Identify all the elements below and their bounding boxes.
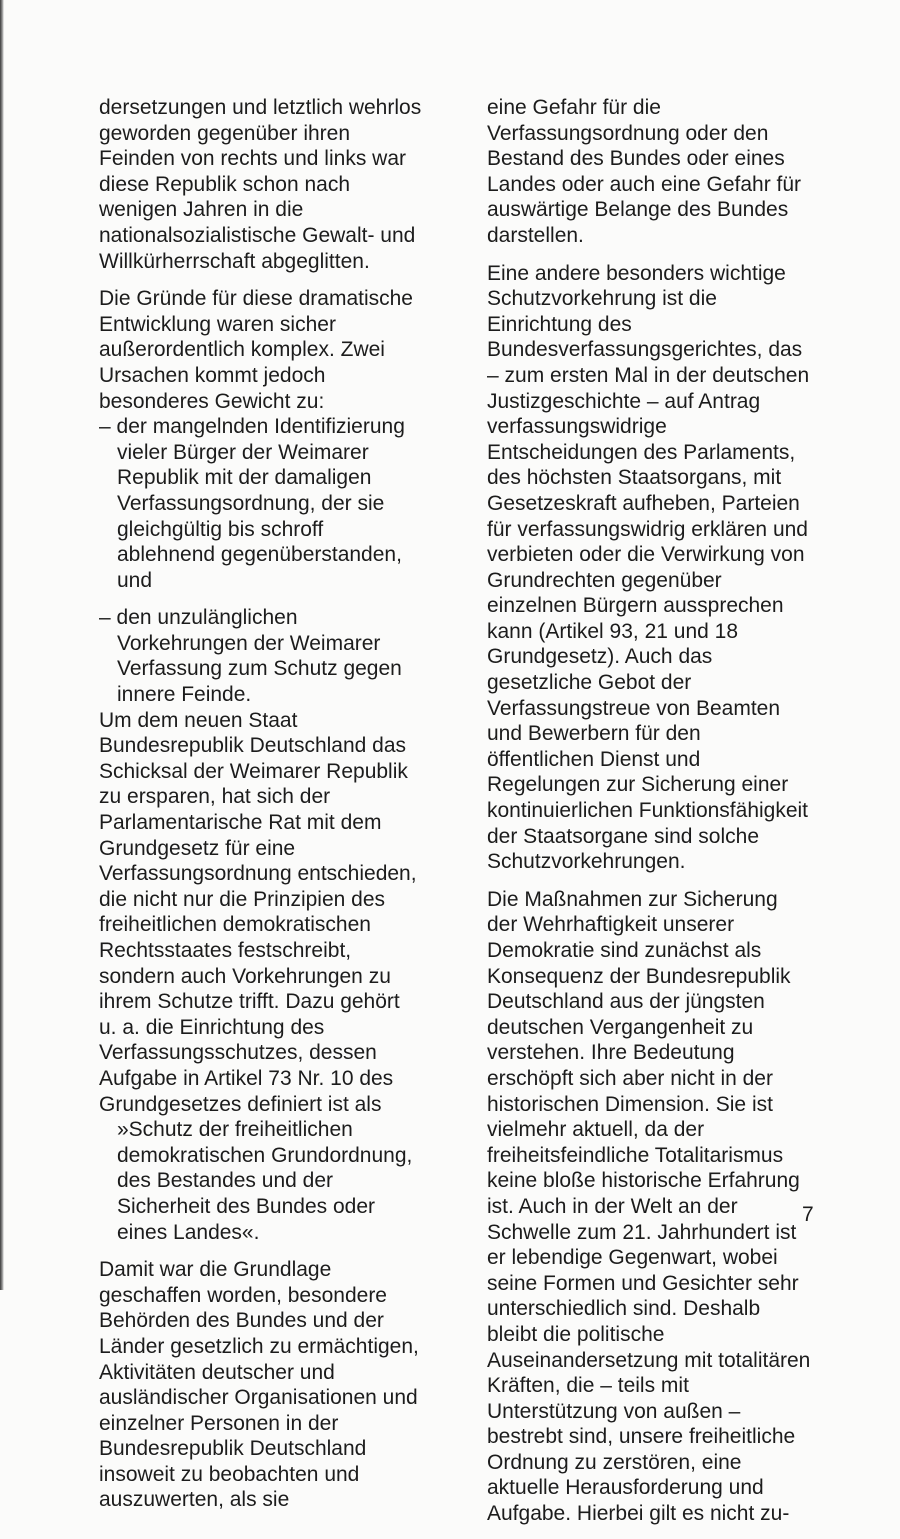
paragraph: Eine andere besonders wichtige Schutzvorkehrung ist die Einrichtung des Bundesverfassungsgerichtes, das – zum ersten Mal in der deutschen Justizgeschichte – auf Antrag verfassungswidrige Entscheidungen des Parlaments, des höchsten Staatsorgans, mit Gesetzeskraft aufheben, Parteien für verfassungswidrig erklären und verbieten oder die Verwirkung von Grundrechten gegenüber einzelnen Bürgern aussprechen kann (Artikel 93, 21 und 18 Grundgesetz). Auch das gesetzliche Gebot der Verfassungstreue von Beamten und Bewerbern für den öffentlichen Dienst und Regelungen zur Sicherung einer kontinuierlichen Funktionsfähigkeit der Staatsorgane sind solche Schutzvorkehrungen. <box>487 261 810 874</box>
block-quote: »Schutz der freiheitlichen demokratischen Grundordnung, des Bestandes und der Sicherheit des Bundes oder eines Landes«. <box>117 1118 413 1244</box>
list-item: – den unzulänglichen Vorkehrungen der Weimarer Verfassung zum Schutz gegen innere Feinde. <box>99 606 402 707</box>
paragraph: eine Gefahr für die Verfassungsordnung oder den Bestand des Bundes oder eines Landes oder auch eine Gefahr für auswärtige Belange des Bundes darstellen. <box>487 96 802 247</box>
paragraph: Die Gründe für diese dramatische Entwicklung waren sicher außerordentlich komplex. Zwei Ursachen kommt jedoch besonderes Gewicht zu: <box>99 287 413 413</box>
paragraph: Die Maßnahmen zur Sicherung der Wehrhaftigkeit unserer Demokratie sind zunächst als Konsequenz der Bundesrepublik Deutschland aus der jüngsten deutschen Vergangenheit zu verstehen. Ihre Bedeutung erschöpft sich aber nicht in der historischen Dimension. Sie ist vielmehr aktuell, da der freiheitsfeindliche Totalitarismus keine bloße historische Erfahrung ist. Auch in der Welt an der Schwelle zum 21. Jahrhundert ist er lebendige Gegenwart, wobei seine Formen und Gesichter sehr unterschiedlich sind. Deshalb bleibt die politische Auseinandersetzung mit totalitären Kräften, die – teils mit Unterstützung von außen – bestrebt sind, unsere freiheitliche Ordnung zu zerstören, eine aktuelle Herausforderung und Aufgabe. Hierbei gilt es nicht zu- <box>487 887 811 1526</box>
paragraph: Um dem neuen Staat Bundesrepublik Deutschland das Schicksal der Weimarer Republik zu ersparen, hat sich der Parlamentarische Rat mit dem Grundgesetz für eine Verfassungsordnung entschieden, die nicht nur die Prinzipien des freiheitlichen demokratischen Rechtsstaates festschreibt, sondern auch Vorkehrungen zu ihrem Schutze trifft. Dazu gehört u. a. die Einrichtung des Verfassungsschutzes, dessen Aufgabe in Artikel 73 Nr. 10 des Grundgesetzes definiert ist als <box>99 708 417 1116</box>
left-column <box>99 95 423 1525</box>
paragraph: Damit war die Grundlage geschaffen worden, besondere Behörden des Bundes und der Länder gesetzlich zu ermächtigen, Aktivitäten deutscher und ausländischer Organisationen und einzelner Personen in der Bundesrepublik Deutschland insoweit zu beobachten und auszuwerten, als sie <box>99 1258 419 1512</box>
list-item: – der mangelnden Identifizierung vieler Bürger der Weimarer Republik mit der damaligen Verfassungsordnung, der sie gleichgültig bis schroff ablehnend gegenüberstanden, und <box>99 415 405 592</box>
paragraph: dersetzungen und letztlich wehrlos geworden gegenüber ihren Feinden von rechts und links war diese Republik schon nach wenigen Jahren in die nationalsozialistische Gewalt- und Willkürherrschaft abgeglitten. <box>99 96 422 273</box>
page-number: 7 <box>802 1203 814 1226</box>
page-edge-shadow <box>0 0 4 1290</box>
right-column <box>487 95 811 1539</box>
